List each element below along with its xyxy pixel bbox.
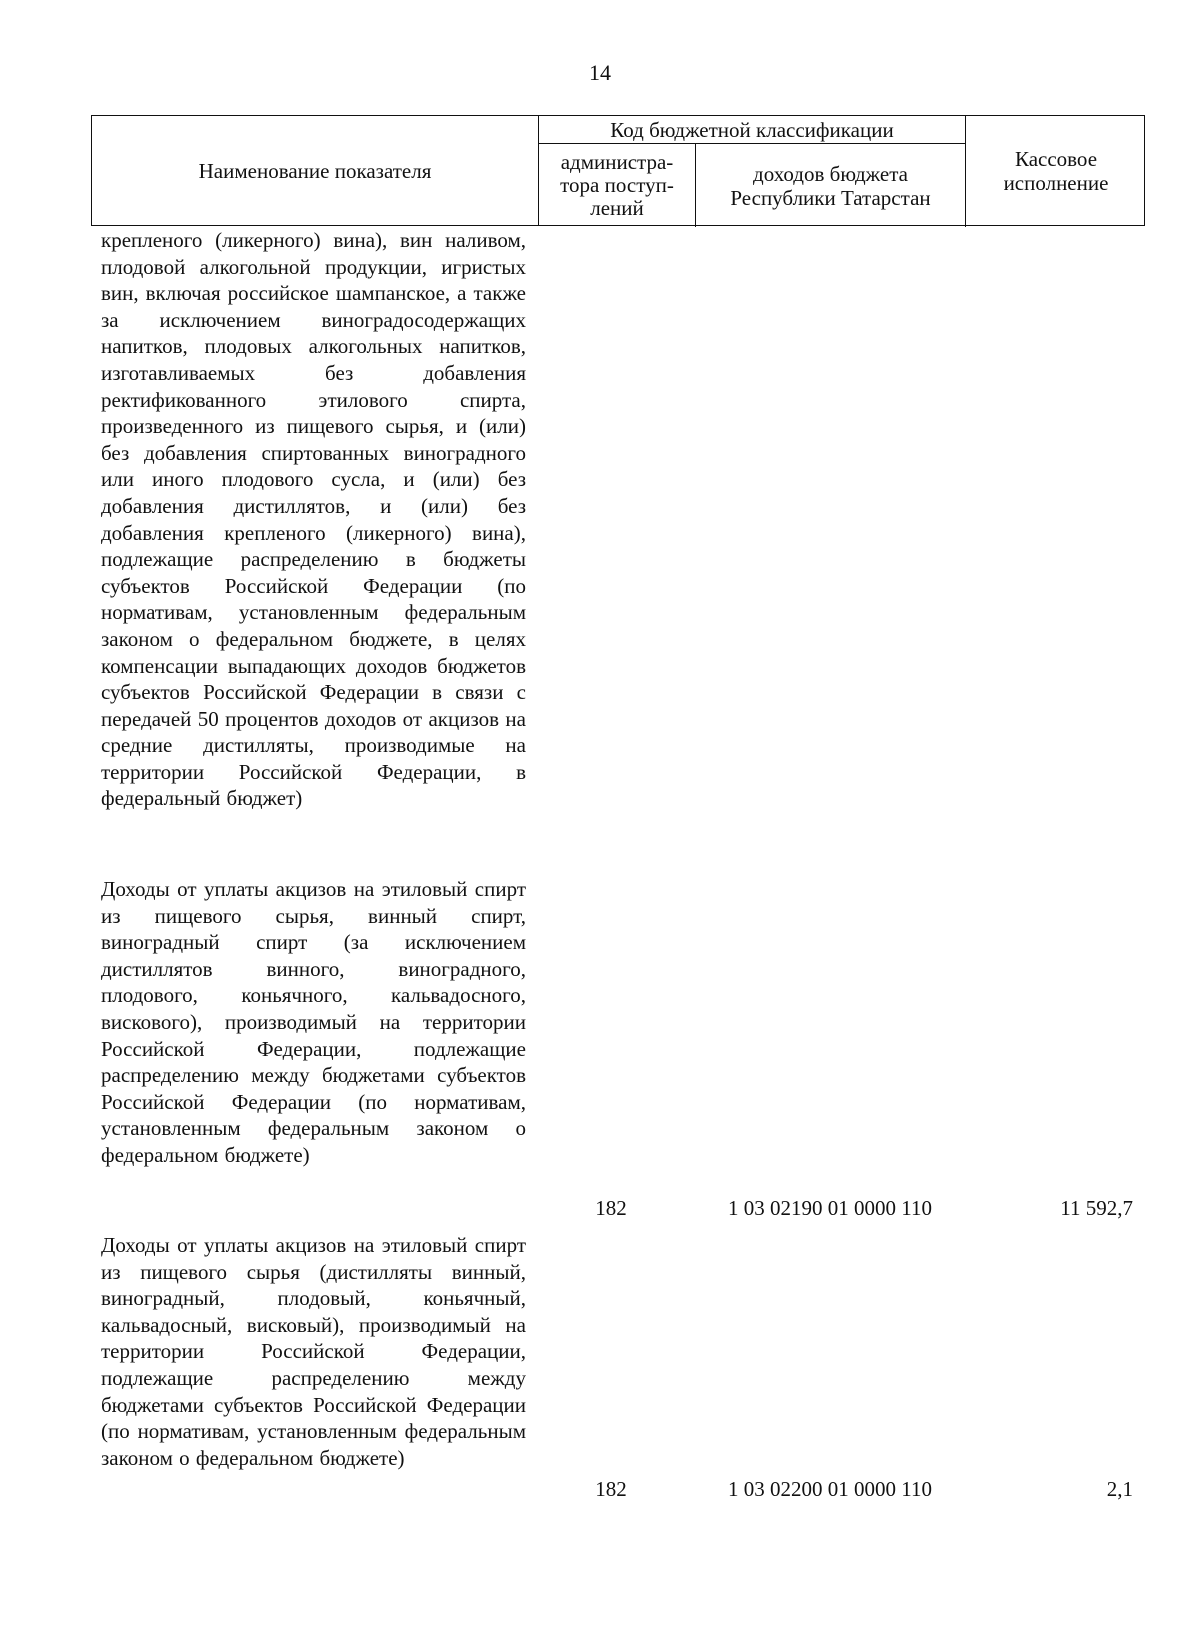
- table-row: [91, 1232, 1145, 1502]
- row-name: Доходы от уплаты акцизов на этиловый спирт из пищевого сырья, винный спирт, виноградный спирт (за исключением дистиллятов винного, виноградного, плодового, коньячного, кальвадосного, вискового), производимый на территории Российской Федерации, подлежащие распределению между бюджетами субъектов Российской Федерации (по нормативам, установленным федеральным законом о федеральном бюджете): [101, 877, 526, 1167]
- header-cash-label: Кассовое исполнение: [1003, 146, 1109, 195]
- row-amount: 2,1: [1106, 1477, 1133, 1501]
- row-admin-code: 182: [595, 1477, 627, 1501]
- header-name-column: Наименование показателя: [92, 116, 539, 225]
- header-code-group: Код бюджетной классификации: [539, 116, 966, 144]
- header-income-label: доходов бюджета Республики Татарстан: [730, 161, 931, 210]
- row-admin-code: 182: [595, 1196, 627, 1220]
- row-name: крепленого (ликерного) вина), вин наливом, плодовой алкогольной продукции, игристых вин, включая российское шампанское, а также за исключением виноградосодержащих напитков, плодовых алкогольных напитков, изготавливаемых без добавления ректификованного этилового спирта, произведенного из пищевого сырья, и (или) без добавления спиртованных виноградного или иного плодового сусла, и (или) без добавления дистиллятов, и (или) без добавления крепленого (ликерного) вина), подлежащие распределению в бюджеты субъектов Российской Федерации (по нормативам, установленным федеральным законом о федеральном бюджете, в целях компенсации выпадающих доходов бюджетов субъектов Российской Федерации в связи с передачей 50 процентов доходов от акцизов на средние дистилляты, производимые на территории Российской Федерации, в федеральный бюджет): [101, 228, 526, 811]
- table-header: [91, 115, 1145, 226]
- table-row: [91, 227, 1145, 867]
- row-income-code: 1 03 02200 01 0000 110: [728, 1477, 932, 1501]
- row-amount: 11 592,7: [1060, 1196, 1133, 1220]
- header-admin-column: [539, 144, 696, 227]
- page-number: 14: [589, 60, 611, 85]
- row-income-code: 1 03 02190 01 0000 110: [728, 1196, 932, 1220]
- header-admin-label: администра- тора поступ- лений: [560, 150, 674, 220]
- header-income-column: [696, 144, 966, 227]
- row-name: Доходы от уплаты акцизов на этиловый спирт из пищевого сырья (дистилляты винный, виноградный, плодовый, коньячный, кальвадосный, висковый), производимый на территории Российской Федерации, подлежащие распределению между бюджетами субъектов Российской Федерации (по нормативам, установленным федеральным законом о федеральном бюджете): [101, 1233, 526, 1470]
- header-cash-column: [966, 116, 1146, 225]
- table-row: [91, 876, 1145, 1221]
